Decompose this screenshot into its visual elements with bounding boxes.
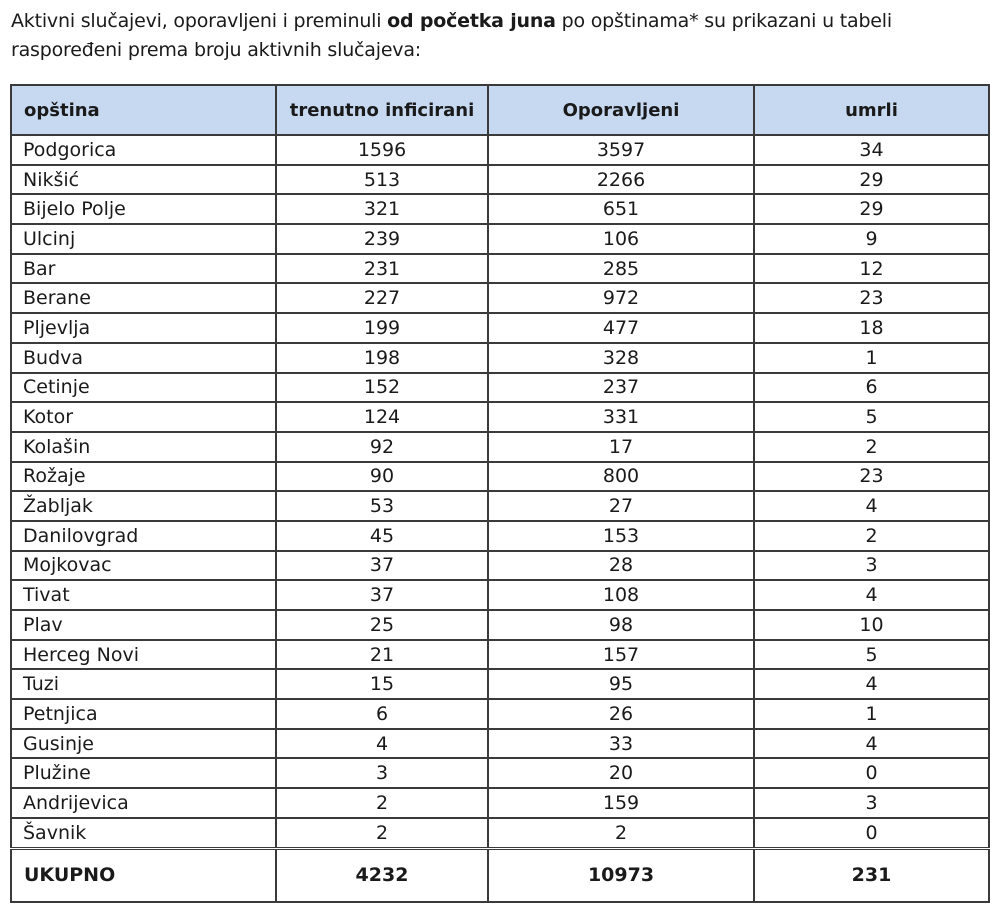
cell-recovered: 106 [488,224,754,254]
cell-deceased: 4 [754,669,989,699]
cell-deceased: 2 [754,432,989,462]
cell-recovered: 800 [488,462,754,492]
cell-municipality: Nikšić [11,165,276,195]
cell-municipality: Danilovgrad [11,521,276,551]
cell-recovered: 237 [488,373,754,403]
cell-recovered: 95 [488,669,754,699]
cell-deceased: 18 [754,313,989,343]
municipality-table [10,84,990,903]
cell-deceased: 1 [754,343,989,373]
cell-recovered: 2 [488,818,754,848]
cell-deceased: 10 [754,610,989,640]
cell-municipality: Mojkovac [11,551,276,581]
table-row [11,373,989,403]
cell-infected: 4 [276,729,488,759]
cell-deceased: 29 [754,194,989,224]
cell-recovered: 328 [488,343,754,373]
cell-infected: 37 [276,551,488,581]
cell-infected: 227 [276,283,488,313]
cell-deceased: 4 [754,580,989,610]
cell-infected: 199 [276,313,488,343]
table-row [11,580,989,610]
cell-infected: 1596 [276,135,488,165]
cell-recovered: 3597 [488,135,754,165]
cell-deceased: 2 [754,521,989,551]
cell-municipality: Budva [11,343,276,373]
header-row [11,85,989,135]
cell-recovered: 159 [488,788,754,818]
cell-recovered: 331 [488,402,754,432]
cell-recovered: 17 [488,432,754,462]
cell-deceased: 1 [754,699,989,729]
table-row [11,521,989,551]
cell-recovered: 98 [488,610,754,640]
header-deceased: umrli [754,85,989,135]
header-recovered: Oporavljeni [488,85,754,135]
table-row [11,699,989,729]
cell-recovered: 27 [488,491,754,521]
cell-recovered: 20 [488,758,754,788]
cell-recovered: 972 [488,283,754,313]
cell-deceased: 4 [754,729,989,759]
cell-infected: 231 [276,254,488,284]
table-row [11,788,989,818]
cell-recovered: 2266 [488,165,754,195]
table-row [11,432,989,462]
table-row [11,283,989,313]
table-row [11,491,989,521]
cell-deceased: 3 [754,551,989,581]
total-row [11,848,989,902]
cell-deceased: 3 [754,788,989,818]
header-infected: trenutno inficirani [276,85,488,135]
total-recovered: 10973 [488,848,754,902]
table-row [11,551,989,581]
cell-municipality: Bijelo Polje [11,194,276,224]
table-row [11,343,989,373]
cell-municipality: Kotor [11,402,276,432]
cell-infected: 198 [276,343,488,373]
cell-infected: 21 [276,640,488,670]
table-row [11,313,989,343]
table-body [11,135,989,848]
intro-text-bold: od početka juna [387,10,556,32]
cell-municipality: Ulcinj [11,224,276,254]
cell-infected: 6 [276,699,488,729]
cell-deceased: 5 [754,402,989,432]
cell-municipality: Plav [11,610,276,640]
cell-municipality: Tivat [11,580,276,610]
table-row [11,462,989,492]
cell-deceased: 4 [754,491,989,521]
cell-recovered: 26 [488,699,754,729]
cell-municipality: Podgorica [11,135,276,165]
cell-municipality: Pljevlja [11,313,276,343]
cell-municipality: Berane [11,283,276,313]
cell-infected: 37 [276,580,488,610]
table-row [11,194,989,224]
cell-recovered: 153 [488,521,754,551]
cell-recovered: 157 [488,640,754,670]
table-row [11,610,989,640]
cell-municipality: Rožaje [11,462,276,492]
table-header [11,85,989,135]
cell-infected: 321 [276,194,488,224]
cell-recovered: 33 [488,729,754,759]
cell-municipality: Kolašin [11,432,276,462]
cell-municipality: Plužine [11,758,276,788]
cell-deceased: 5 [754,640,989,670]
cell-infected: 53 [276,491,488,521]
table-row [11,254,989,284]
cell-deceased: 34 [754,135,989,165]
cell-recovered: 285 [488,254,754,284]
table-row [11,640,989,670]
cell-infected: 3 [276,758,488,788]
cell-municipality: Žabljak [11,491,276,521]
cell-deceased: 6 [754,373,989,403]
intro-text-start: Aktivni slučajevi, oporavljeni i preminuli [11,10,388,32]
cell-deceased: 23 [754,462,989,492]
cell-infected: 513 [276,165,488,195]
cell-infected: 239 [276,224,488,254]
cell-infected: 92 [276,432,488,462]
cell-municipality: Gusinje [11,729,276,759]
cell-recovered: 477 [488,313,754,343]
cell-deceased: 23 [754,283,989,313]
cell-infected: 2 [276,818,488,848]
cell-infected: 124 [276,402,488,432]
cell-recovered: 108 [488,580,754,610]
cell-infected: 90 [276,462,488,492]
cell-infected: 15 [276,669,488,699]
cell-municipality: Andrijevica [11,788,276,818]
cell-deceased: 0 [754,758,989,788]
cell-municipality: Tuzi [11,669,276,699]
table-row [11,729,989,759]
cell-municipality: Šavnik [11,818,276,848]
table-row [11,165,989,195]
intro-text-end: po opštinama* su prikazani u tabeli raspoređeni prema broju aktivnih slučajeva: [11,10,892,61]
total-label: UKUPNO [11,848,276,902]
cell-recovered: 28 [488,551,754,581]
intro-paragraph [11,7,971,65]
cell-deceased: 12 [754,254,989,284]
cell-municipality: Bar [11,254,276,284]
total-infected: 4232 [276,848,488,902]
cell-infected: 2 [276,788,488,818]
table-row [11,402,989,432]
cell-deceased: 0 [754,818,989,848]
table-row [11,758,989,788]
total-deceased: 231 [754,848,989,902]
cell-infected: 45 [276,521,488,551]
cell-deceased: 29 [754,165,989,195]
table-row [11,818,989,848]
table-row [11,669,989,699]
cell-municipality: Herceg Novi [11,640,276,670]
header-municipality: opština [11,85,276,135]
table-row [11,135,989,165]
cell-infected: 25 [276,610,488,640]
cell-recovered: 651 [488,194,754,224]
cell-municipality: Cetinje [11,373,276,403]
cell-infected: 152 [276,373,488,403]
table-footer [11,848,989,902]
cell-deceased: 9 [754,224,989,254]
cell-municipality: Petnjica [11,699,276,729]
table-row [11,224,989,254]
